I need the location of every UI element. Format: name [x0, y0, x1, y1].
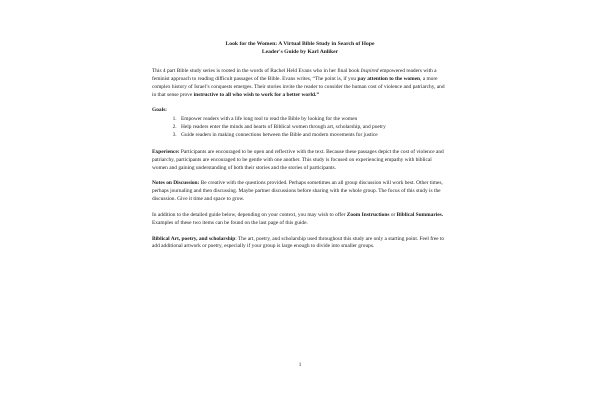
document-title: Look for the Women: A Virtual Bible Study in Search of Hope: [225, 41, 375, 47]
notes-on-discussion-paragraph: [152, 180, 448, 204]
biblical-art-paragraph: [152, 236, 448, 252]
intro-bold-pay-attention: pay attention to the women: [357, 75, 421, 82]
experience-label: Experience:: [152, 148, 180, 155]
intro-text-part3: , a more complex history of Israel’s conquests emerges. Their stories invite the reader to consider the human cost of violence and patriarchy, and in that sense prove: [152, 75, 445, 98]
document-subtitle: Leader's Guide by Karl Anliker: [261, 49, 339, 56]
book-title-inspired: Inspired: [360, 67, 379, 74]
intro-text-part2: empowered readers with a feminist approach to reading difficult passages of the Bible. Evans writes, “The point is, if you: [152, 67, 437, 82]
addendum-part3: Examples of these two items can be found on the last page of this guide.: [152, 219, 308, 226]
addendum-paragraph: [152, 212, 448, 228]
addendum-bold-zoom-instructions: Zoom Instructions: [346, 211, 390, 218]
addendum-part1: In addition to the detailed guide below, depending on your context, you may wish to offer: [152, 211, 347, 218]
list-item: 2. Help readers enter the minds and hearts of Biblical women through art, scholarship, and poetry: [178, 124, 448, 132]
intro-bold-instructive: instructive to all who wish to work for a better world.”: [193, 91, 320, 98]
intro-paragraph: [152, 68, 448, 100]
page-number: 1: [298, 362, 302, 368]
biblical-art-label: Biblical Art, poetry, and scholarship: [152, 235, 236, 242]
notes-on-discussion-text: Be creative with the questions provided. Perhaps sometimes an all group discussion will work best. Other times, perhaps journaling and then discussing. Maybe partner discussions before sharing with the whole group. The focus of this study is the discussion. Give it time and space to grow.: [152, 180, 443, 203]
experience-paragraph: [152, 149, 448, 173]
document-body: [152, 40, 448, 259]
list-item: 1. Empower readers with a life long tool to read the Bible by looking for the women: [178, 116, 448, 124]
notes-on-discussion-label: Notes on Discussion:: [152, 180, 200, 187]
addendum-part2: or: [389, 211, 397, 218]
goals-list: [152, 116, 448, 140]
experience-text: Participants are encouraged to be open and reflective with the text. Because these passages depict the cost of violence and patriarchy, participants are encouraged to be gentle with one another. This study is focused on experiencing empathy with biblical women and gaining understanding of both their stories and the stories of participants.: [152, 148, 444, 171]
biblical-art-text: : The art, poetry, and scholarship used throughout this study are only a starting point. Feel free to add additional artwork or poetry, especially if your group is large enough to divide into smaller groups.: [152, 235, 445, 250]
addendum-bold-biblical-summaries: Biblical Summaries.: [396, 211, 444, 218]
goals-heading: Goals:: [152, 107, 167, 114]
intro-text-part1: This 4 part Bible study series is rooted in the words of Rachel Held Evans who in her final book: [152, 67, 361, 74]
list-item: 3. Guide readers in making connections between the Bible and modern movements for justice: [178, 132, 448, 140]
